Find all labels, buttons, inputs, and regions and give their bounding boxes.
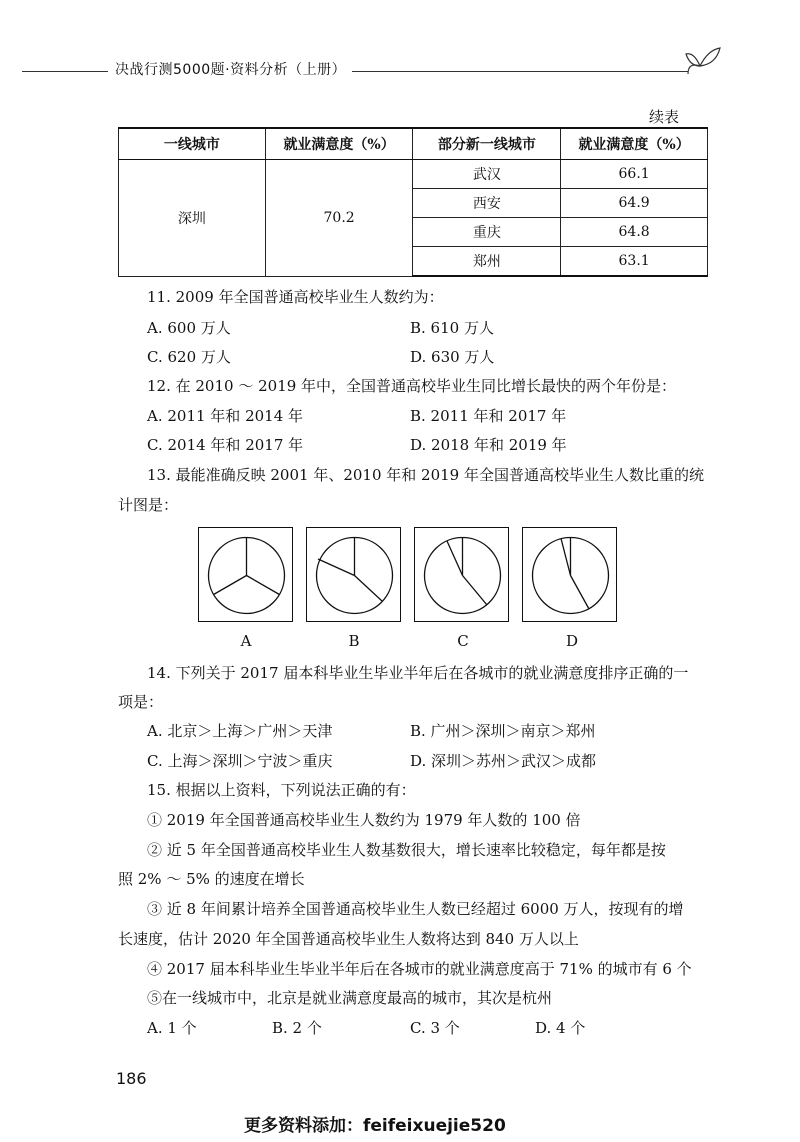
q15-statement-4: ④ 2017 届本科毕业生毕业半年后在各城市的就业满意度高于 71% 的城市有 6 个 — [147, 960, 692, 978]
q11-option-b: B. 610 万人 — [410, 319, 494, 337]
chart-label-a: A — [240, 632, 252, 650]
pie-chart-b — [306, 527, 401, 622]
table-row — [119, 160, 708, 189]
footer-note: 更多资料添加：feifeixuejie520 — [244, 1116, 506, 1136]
q15-statement-3-line1: ③ 近 8 年间累计培养全国普通高校毕业生人数已经超过 6000 万人，按现有的增 — [147, 900, 684, 918]
q13-stem-line1: 13. 最能准确反映 2001 年、2010 年和 2019 年全国普通高校毕业生人数比重的统 — [147, 466, 704, 484]
chart-label-b: B — [348, 632, 360, 650]
q13-stem-line2: 计图是： — [118, 496, 179, 514]
pie-chart-options — [198, 527, 618, 627]
q11-stem: 11. 2009 年全国普通高校毕业生人数约为： — [147, 288, 444, 306]
q12-option-a: A. 2011 年和 2014 年 — [147, 407, 304, 425]
q11-option-c: C. 620 万人 — [147, 348, 231, 366]
q14-option-b: B. 广州＞深圳＞南京＞郑州 — [410, 722, 596, 740]
pie-chart-a — [198, 527, 293, 622]
table-cell-value: 64.9 — [561, 189, 708, 218]
q11-option-d: D. 630 万人 — [410, 348, 495, 366]
page-number: 186 — [116, 1069, 147, 1088]
q14-option-d: D. 深圳＞苏州＞武汉＞成都 — [410, 752, 597, 770]
q15-stem: 15. 根据以上资料，下列说法正确的有： — [147, 781, 416, 799]
q14-option-c: C. 上海＞深圳＞宁波＞重庆 — [147, 752, 333, 770]
table-cell-city: 西安 — [413, 189, 561, 218]
table-header-cell: 就业满意度（%） — [561, 128, 708, 160]
table-cell-left-value: 70.2 — [265, 160, 413, 277]
pie-chart-c — [414, 527, 509, 622]
q15-statement-2-line2: 照 2% ～ 5% 的速度在增长 — [118, 870, 305, 888]
pie-chart-d — [522, 527, 617, 622]
table-cell-value: 64.8 — [561, 218, 708, 247]
continued-label: 续表 — [649, 108, 680, 126]
q14-stem-line2: 项是： — [118, 693, 164, 711]
header-title: 决战行测5000题·资料分析（上册） — [115, 62, 347, 78]
table-cell-value: 63.1 — [561, 247, 708, 277]
q11-option-a: A. 600 万人 — [147, 319, 231, 337]
table-header-row — [119, 128, 708, 160]
table-header-cell: 就业满意度（%） — [265, 128, 413, 160]
table-cell-city: 武汉 — [413, 160, 561, 189]
q12-option-b: B. 2011 年和 2017 年 — [410, 407, 567, 425]
header-rule-right — [352, 71, 688, 72]
q15-statement-1: ① 2019 年全国普通高校毕业生人数约为 1979 年人数的 100 倍 — [147, 811, 581, 829]
q15-option-a: A. 1 个 — [147, 1019, 197, 1037]
chart-label-d: D — [565, 632, 579, 650]
leaf-icon — [684, 42, 724, 76]
q12-option-d: D. 2018 年和 2019 年 — [410, 436, 567, 454]
satisfaction-table — [118, 127, 708, 277]
q15-statement-3-line2: 长速度，估计 2020 年全国普通高校毕业生人数将达到 840 万人以上 — [118, 930, 579, 948]
q15-option-b: B. 2 个 — [272, 1019, 322, 1037]
table-cell-city: 郑州 — [413, 247, 561, 277]
q15-statement-5: ⑤在一线城市中，北京是就业满意度最高的城市，其次是杭州 — [147, 989, 553, 1007]
chart-label-c: C — [457, 632, 469, 650]
q12-option-c: C. 2014 年和 2017 年 — [147, 436, 304, 454]
table-header-cell: 部分新一线城市 — [413, 128, 561, 160]
table-cell-value: 66.1 — [561, 160, 708, 189]
q14-stem-line1: 14. 下列关于 2017 届本科毕业生毕业半年后在各城市的就业满意度排序正确的一 — [147, 664, 689, 682]
q14-option-a: A. 北京＞上海＞广州＞天津 — [147, 722, 333, 740]
q12-stem: 12. 在 2010 ～ 2019 年中，全国普通高校毕业生同比增长最快的两个年份是： — [147, 377, 677, 395]
q15-option-c: C. 3 个 — [410, 1019, 460, 1037]
table-header-cell: 一线城市 — [119, 128, 266, 160]
q15-option-d: D. 4 个 — [535, 1019, 586, 1037]
header-rule-left — [22, 71, 108, 72]
table-cell-left-city: 深圳 — [119, 160, 266, 277]
table-cell-city: 重庆 — [413, 218, 561, 247]
q15-statement-2-line1: ② 近 5 年全国普通高校毕业生人数基数很大，增长速率比较稳定，每年都是按 — [147, 841, 666, 859]
